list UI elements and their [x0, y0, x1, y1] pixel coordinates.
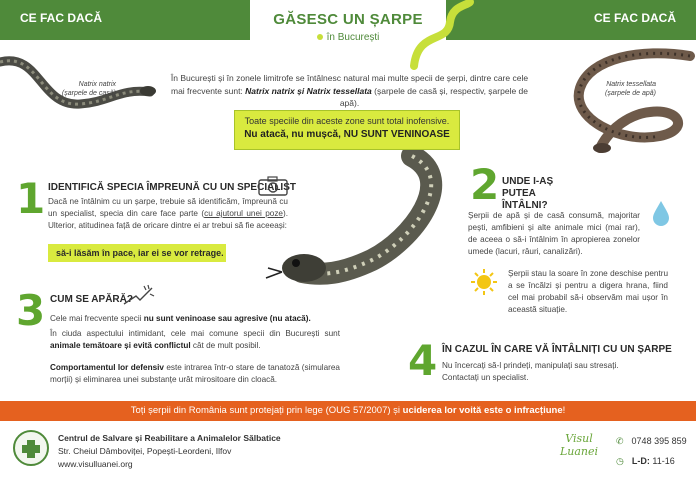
- page-title: GĂSESC UN ȘARPE: [273, 11, 423, 28]
- org-name: Centrul de Salvare și Reabilitare a Animalelor Sălbatice: [58, 433, 281, 443]
- section-4-number: 4: [408, 336, 438, 385]
- water-drop-icon: [652, 200, 670, 226]
- brand-logo: Visul Luanei: [559, 432, 599, 458]
- sun-icon: [470, 268, 498, 296]
- section-1-text: Dacă ne întâlnim cu un șarpe, trebuie să identificăm, împreună cu un specialist, specia din care face parte (cu ajutorul unei poze). Ulterior, atitudinea față de oricare dintre ei ar trebui să fie aceeași:: [48, 197, 288, 230]
- page-subtitle: în București: [250, 32, 446, 43]
- clock-icon: ◷: [616, 456, 624, 466]
- phone-icon: ✆: [616, 436, 624, 446]
- section-3-number: 3: [16, 286, 46, 335]
- section-4-text-b: Contactați un specialist.: [442, 373, 529, 382]
- section-3-text-a: Cele mai frecvente specii nu sunt veninoase sau agresive (nu atacă).: [50, 314, 311, 323]
- org-info: [58, 432, 281, 471]
- harmless-callout: Toate speciile din aceste zone sunt total inofensive. Nu atacă, nu mușcă, NU SUNT VENINOASE: [234, 110, 460, 150]
- header-right-label: CE FAC DACĂ: [593, 11, 676, 25]
- org-address: Str. Cheiul Dâmboviței, Popești-Leordeni, Ilfov: [58, 446, 232, 456]
- section-1-number: 1: [16, 174, 46, 223]
- org-website[interactable]: www.visulluanei.org: [58, 459, 133, 469]
- section-2-number: 2: [470, 160, 500, 209]
- section-4-text-a: Nu încercați să-l prindeți, manipulați sau stresați.: [442, 361, 619, 370]
- section-3-title: CUM SE APĂRĂ?: [50, 294, 133, 305]
- bullet-dot-icon: [317, 34, 323, 40]
- legal-warning-bar: Toți șerpii din România sunt protejați prin lege (OUG 57/2007) și uciderea lor voită este o infracțiune!: [0, 401, 696, 421]
- phone-contact[interactable]: ✆ 0748 395 859: [616, 436, 687, 446]
- caption-left: Natrix natrix (șarpele de casă): [61, 81, 116, 97]
- caption-right: Natrix tessellata (șarpele de apă): [605, 81, 656, 97]
- section-3-text-b: În ciuda aspectului intimidant, cele mai comune specii din București sunt animale temătoare și evită conflictul cât de mult posibil.: [50, 329, 340, 350]
- section-3-text-c: Comportamentul lor defensiv este intrarea într-o stare de tanatoză (simularea morții) și eliminarea unei substanțe urât mirositoare din cloacă.: [50, 363, 340, 384]
- section-1-title: IDENTIFICĂ SPECIA ÎMPREUNĂ CU UN SPECIALIST: [48, 182, 296, 193]
- section-1-highlight: să-i lăsăm în pace, iar ei se vor retrage.: [48, 244, 226, 262]
- org-logo: [13, 430, 49, 466]
- snake-photo-center: [262, 150, 462, 296]
- defense-icon: [122, 284, 156, 306]
- section-2-title: UNDE I-AȘ PUTEA ÎNTÂLNI?: [502, 176, 554, 211]
- snake-line-decoration: [408, 0, 478, 70]
- section-2-text-b: Șerpii stau la soare în zone deschise pentru a se încălzi și pentru a digera hrana, fiind cel mai probabil să-i observăm mai ușor în această situație.: [508, 269, 668, 314]
- dice-snake-photo-right: [530, 48, 696, 160]
- header-left-label: CE FAC DACĂ: [20, 11, 103, 25]
- camera-icon: [258, 176, 288, 196]
- section-2-text-a: Șerpii de apă și de casă consumă, majoritar pești, amfibieni și alte animale mici (mai rar), de aceea o să-i întâlnim în apropierea zonelor umede (lacuri, râuri, canalizări).: [468, 211, 640, 256]
- section-4-title: ÎN CAZUL ÎN CARE VĂ ÎNTÂLNIȚI CU UN ȘARPE: [442, 344, 672, 355]
- opening-hours: ◷ L-D: 11-16: [616, 456, 675, 466]
- intro-text: În București și în zonele limitrofe se întâlnesc natural mai multe specii de șerpi, dintre care cele mai frecvente sunt: Natrix natrix și Natrix tessellata (șarpele de casă și, respectiv, șarpele de apă).: [170, 73, 529, 108]
